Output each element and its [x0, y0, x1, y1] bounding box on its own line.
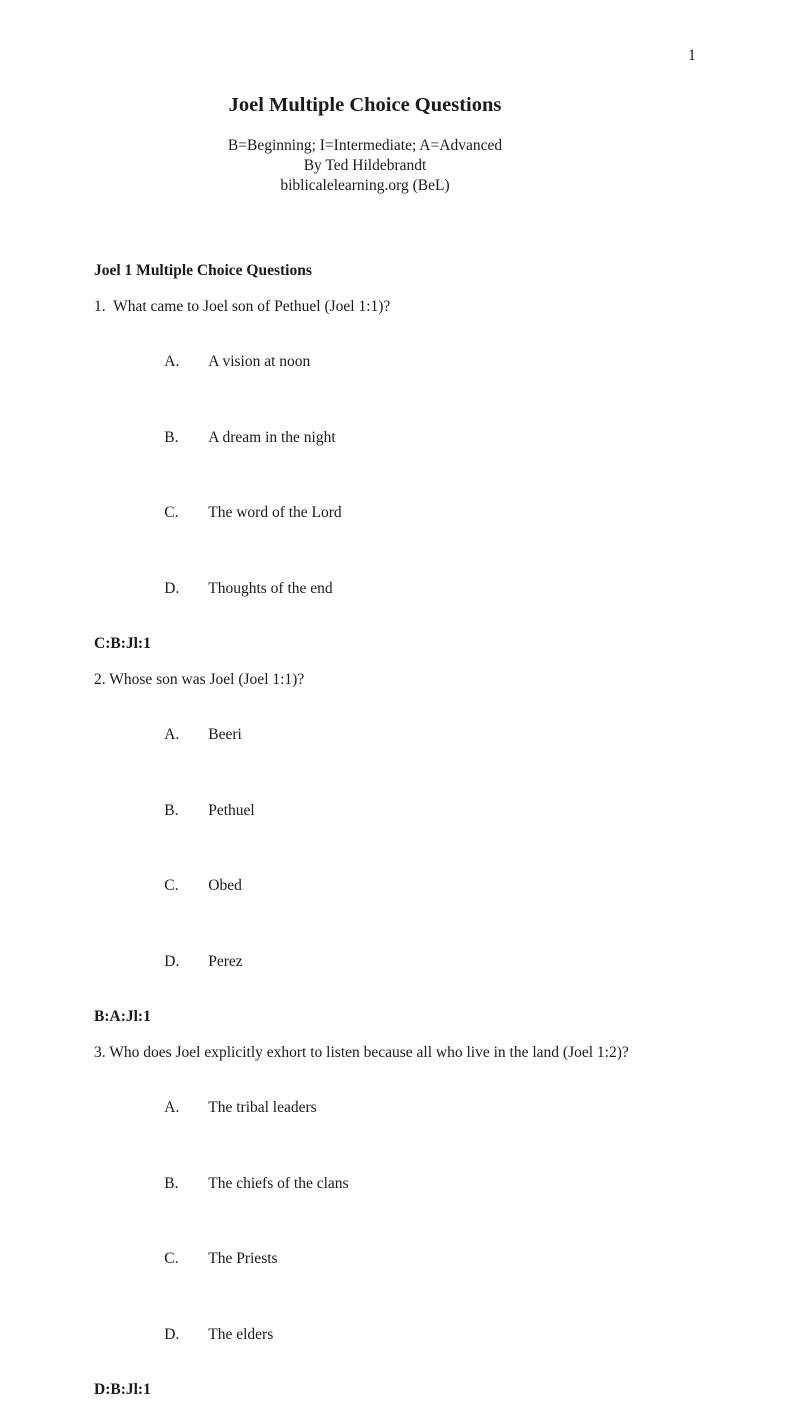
option-text: Beeri: [208, 726, 242, 743]
document-title: Joel Multiple Choice Questions: [228, 94, 502, 116]
question-1-option-d: [94, 559, 754, 619]
option-text: The tribal leaders: [208, 1099, 317, 1116]
subtitle-difficulty-legend: B=Beginning; I=Intermediate; A=Advanced: [227, 137, 503, 154]
option-text: Thoughts of the end: [208, 579, 333, 597]
document-header: [94, 92, 636, 196]
option-text: The word of the Lord: [208, 504, 342, 521]
option-text: Pethuel: [208, 801, 255, 819]
section-heading: Joel 1 Multiple Choice Questions: [94, 262, 312, 279]
question-3-answer-key: D:B:Jl:1: [94, 1381, 151, 1398]
question-1-option-a: [94, 332, 754, 392]
option-letter: B.: [164, 428, 179, 446]
option-letter: B.: [164, 801, 179, 819]
option-letter: C.: [164, 1250, 179, 1267]
option-letter: A.: [164, 353, 180, 370]
subtitle-website: biblicalelearning.org (BeL): [280, 177, 450, 194]
option-text: A dream in the night: [208, 428, 336, 446]
option-letter: D.: [164, 952, 180, 970]
question-2-text: 2. Whose son was Joel (Joel 1:1)?: [94, 670, 305, 688]
option-letter: D.: [164, 1325, 180, 1343]
question-3-option-d: [94, 1305, 754, 1365]
question-2-answer-key: B:A:Jl:1: [94, 1008, 151, 1025]
question-2-option-c: [94, 856, 754, 916]
question-1-option-c: [94, 483, 754, 543]
question-1-answer-key: C:B:Jl:1: [94, 635, 151, 652]
document-body: [94, 261, 754, 1416]
option-text: The elders: [208, 1325, 274, 1343]
option-letter: C.: [164, 504, 179, 521]
option-letter: D.: [164, 579, 180, 597]
question-3-text: 3. Who does Joel explicitly exhort to listen because all who live in the land (Joel 1:2)?: [94, 1043, 629, 1061]
question-2-option-d: [94, 932, 754, 992]
question-2-option-a: [94, 705, 754, 765]
question-3-option-b: [94, 1154, 754, 1214]
question-3-option-a: [94, 1078, 754, 1138]
option-letter: B.: [164, 1174, 179, 1192]
option-text: A vision at noon: [208, 353, 311, 370]
question-2-option-b: [94, 781, 754, 841]
option-letter: A.: [164, 1099, 180, 1116]
question-1-option-b: [94, 408, 754, 468]
question-3-option-c: [94, 1229, 754, 1289]
option-letter: A.: [164, 726, 180, 743]
option-letter: C.: [164, 877, 179, 894]
subtitle-author: By Ted Hildebrandt: [303, 157, 427, 174]
option-text: Obed: [208, 877, 242, 894]
option-text: The Priests: [208, 1250, 278, 1267]
page-number: 1: [688, 47, 696, 64]
option-text: Perez: [208, 952, 243, 970]
option-text: The chiefs of the clans: [208, 1174, 349, 1192]
question-1-text: 1. What came to Joel son of Pethuel (Joel 1:1)?: [94, 297, 391, 315]
